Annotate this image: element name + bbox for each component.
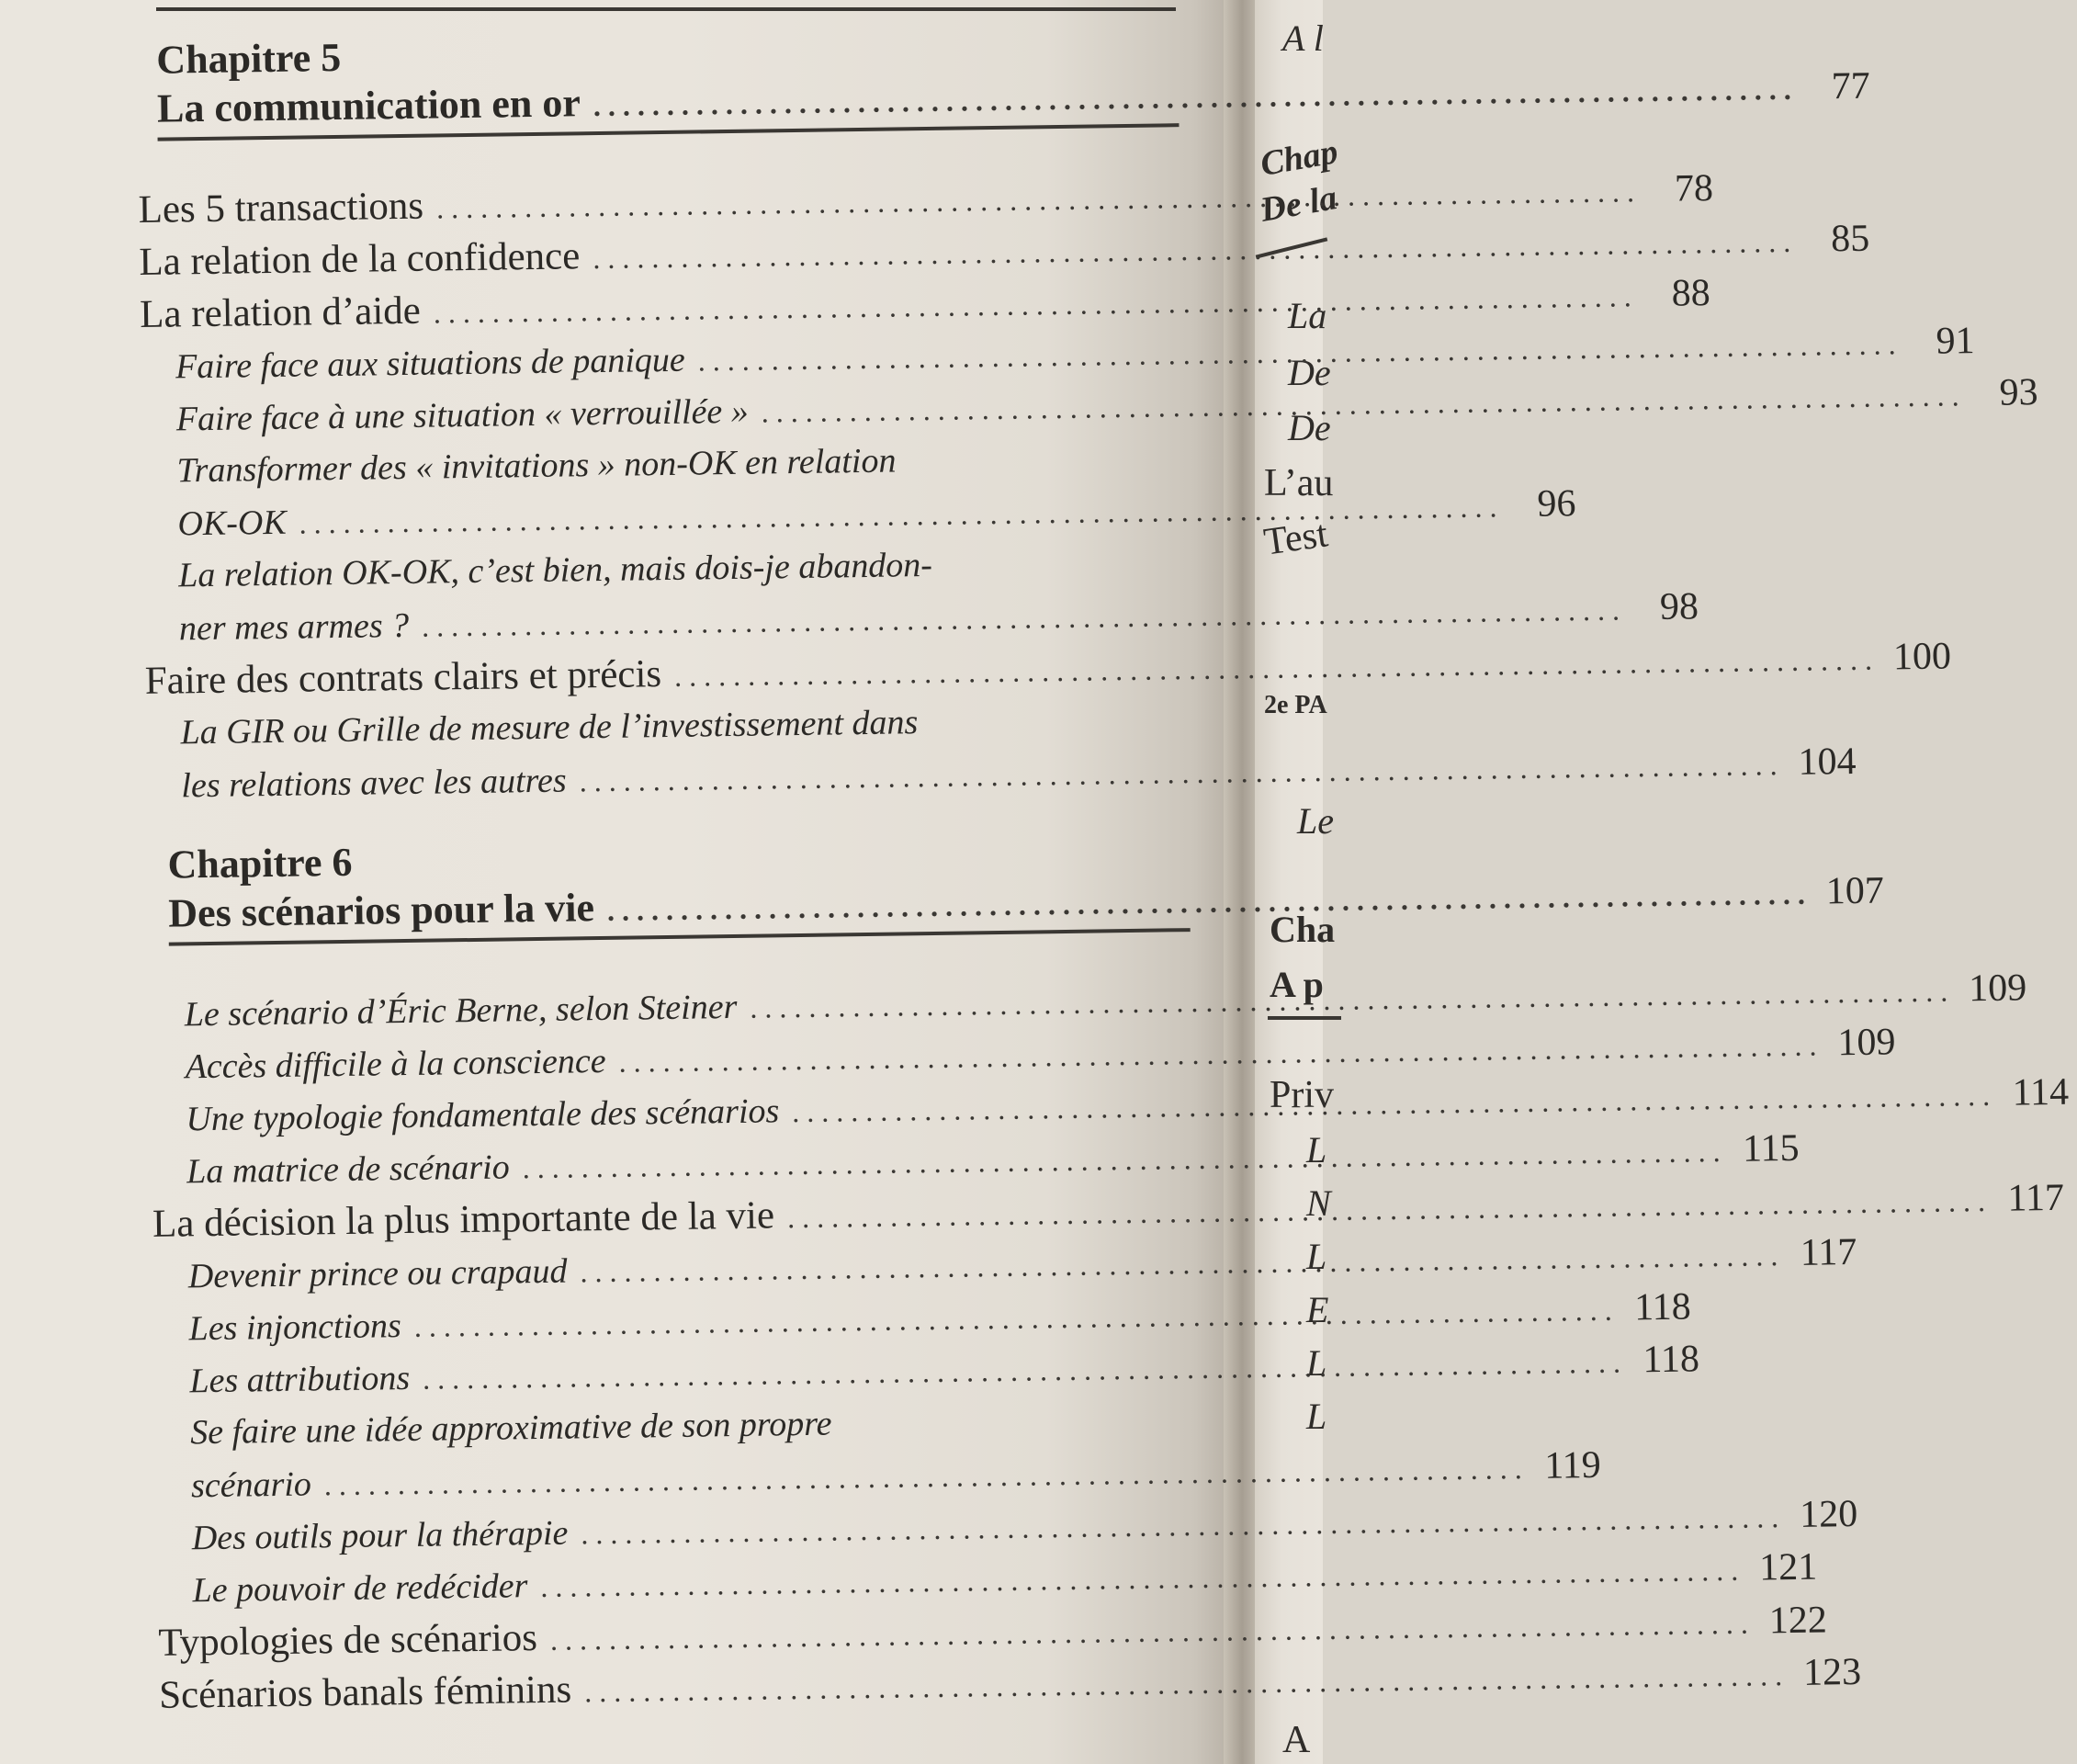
page-number: 122: [1768, 1599, 1828, 1643]
top-rule: [156, 7, 1176, 11]
right-page-fragment: De la: [1257, 178, 1340, 230]
toc-entry-title: scénario: [190, 1464, 312, 1506]
right-page-fragment: L’au: [1264, 462, 1334, 504]
page-number: 120: [1799, 1492, 1858, 1536]
right-page-fragment: L: [1306, 1396, 1327, 1437]
page-number: 91: [1936, 320, 1975, 363]
page-number: 117: [2007, 1176, 2065, 1220]
right-page-fragment: A: [1282, 1719, 1311, 1761]
toc-entry-title: Accès difficile à la conscience: [185, 1041, 606, 1087]
page-number: 119: [1543, 1443, 1602, 1487]
toc-entry-title: Transformer des « invitations » non-OK en relation: [176, 441, 897, 491]
page-number: 109: [1837, 1021, 1896, 1065]
right-page-fragment: Test: [1261, 513, 1331, 564]
toc-entry-title: Typologies de scénarios: [158, 1616, 538, 1665]
page-number: 100: [1892, 635, 1952, 679]
right-page-fragment: Le: [1297, 800, 1334, 842]
right-page-fragment: L: [1306, 1236, 1327, 1277]
right-page-fragment: Priv: [1270, 1074, 1335, 1116]
chapter-label: Chapitre 6: [167, 839, 353, 888]
toc-entry-title: Devenir prince ou crapaud: [187, 1251, 568, 1296]
toc-entry-title: Les attributions: [189, 1358, 411, 1401]
right-page-fragment: De: [1288, 407, 1331, 448]
toc-entry-title: Faire face à une situation « verrouillée »: [175, 391, 750, 439]
chapter-title: La communication en or: [156, 80, 581, 131]
chapter-6-heading: [167, 827, 1885, 946]
toc-entry-title: OK-OK: [177, 503, 287, 544]
toc-entry-title: La relation de la confidence: [139, 234, 581, 284]
toc-entry-title: les relations avec les autres: [181, 761, 567, 806]
right-page-fragment: L: [1306, 1342, 1327, 1384]
right-page-fragment: A l: [1282, 17, 1324, 59]
page-number: 107: [1825, 869, 1885, 913]
page-number: 123: [1802, 1650, 1862, 1694]
toc-entry-title: Faire face aux situations de panique: [175, 340, 686, 387]
page-number: 109: [1968, 967, 2027, 1011]
right-page-fragment: 2e PA: [1264, 691, 1327, 719]
toc-entry-title: La GIR ou Grille de mesure de l’investissement dans: [180, 703, 919, 752]
page-number: 88: [1671, 272, 1711, 315]
page-number: 77: [1831, 64, 1871, 108]
toc-entry-title: Se faire une idée approximative de son propre: [189, 1404, 832, 1453]
toc-entry-title: La décision la plus importante de la vie: [152, 1193, 775, 1246]
right-page-fragment: L: [1306, 1129, 1327, 1170]
right-page-fragment: N: [1306, 1182, 1331, 1224]
chapter-title: Des scénarios pour la vie: [167, 885, 595, 936]
toc-entry-title: Les 5 transactions: [138, 184, 424, 232]
toc-entry-title: Faire des contrats clairs et précis: [144, 652, 662, 703]
toc-entry-title: Une typologie fondamentale des scénarios: [186, 1091, 780, 1139]
page-number: 96: [1537, 482, 1576, 526]
toc-entry-title: Les injonctions: [188, 1306, 402, 1349]
page-number: 78: [1674, 167, 1714, 210]
right-page-fragment: A p: [1270, 964, 1324, 1005]
page-number: 121: [1758, 1545, 1818, 1589]
chapter-label: Chapitre 5: [156, 34, 342, 83]
toc-entry-title: Scénarios banals féminins: [158, 1668, 572, 1717]
page-number: 93: [1999, 371, 2038, 414]
page-number: 115: [1742, 1126, 1800, 1170]
right-page-fragment: Chap: [1257, 131, 1341, 185]
page-number: 98: [1659, 585, 1699, 628]
toc-entry-title: Le pouvoir de redécider: [192, 1566, 528, 1611]
toc-entry-title: La matrice de scénario: [186, 1148, 510, 1192]
page-number: 114: [2012, 1070, 2070, 1114]
right-page-fragment: Cha: [1270, 909, 1336, 950]
toc-entry-title: Des outils pour la thérapie: [191, 1513, 569, 1558]
page-number: 118: [1642, 1338, 1700, 1382]
toc-entry-title: Le scénario d’Éric Berne, selon Steiner: [184, 987, 738, 1035]
right-page-fragment: De: [1288, 352, 1331, 393]
right-page-fragment: La: [1288, 295, 1327, 336]
page-number: 85: [1830, 217, 1870, 261]
toc-entry-title: La relation OK-OK, c’est bien, mais dois-je abandon-: [177, 545, 933, 595]
toc-entry-title: ner mes armes ?: [178, 605, 410, 649]
page-number: 117: [1800, 1230, 1857, 1274]
page-number: 118: [1633, 1285, 1691, 1329]
toc-entry-title: La relation d’aide: [139, 288, 422, 336]
page-number: 104: [1798, 740, 1857, 784]
right-page-fragment: E: [1306, 1289, 1329, 1330]
